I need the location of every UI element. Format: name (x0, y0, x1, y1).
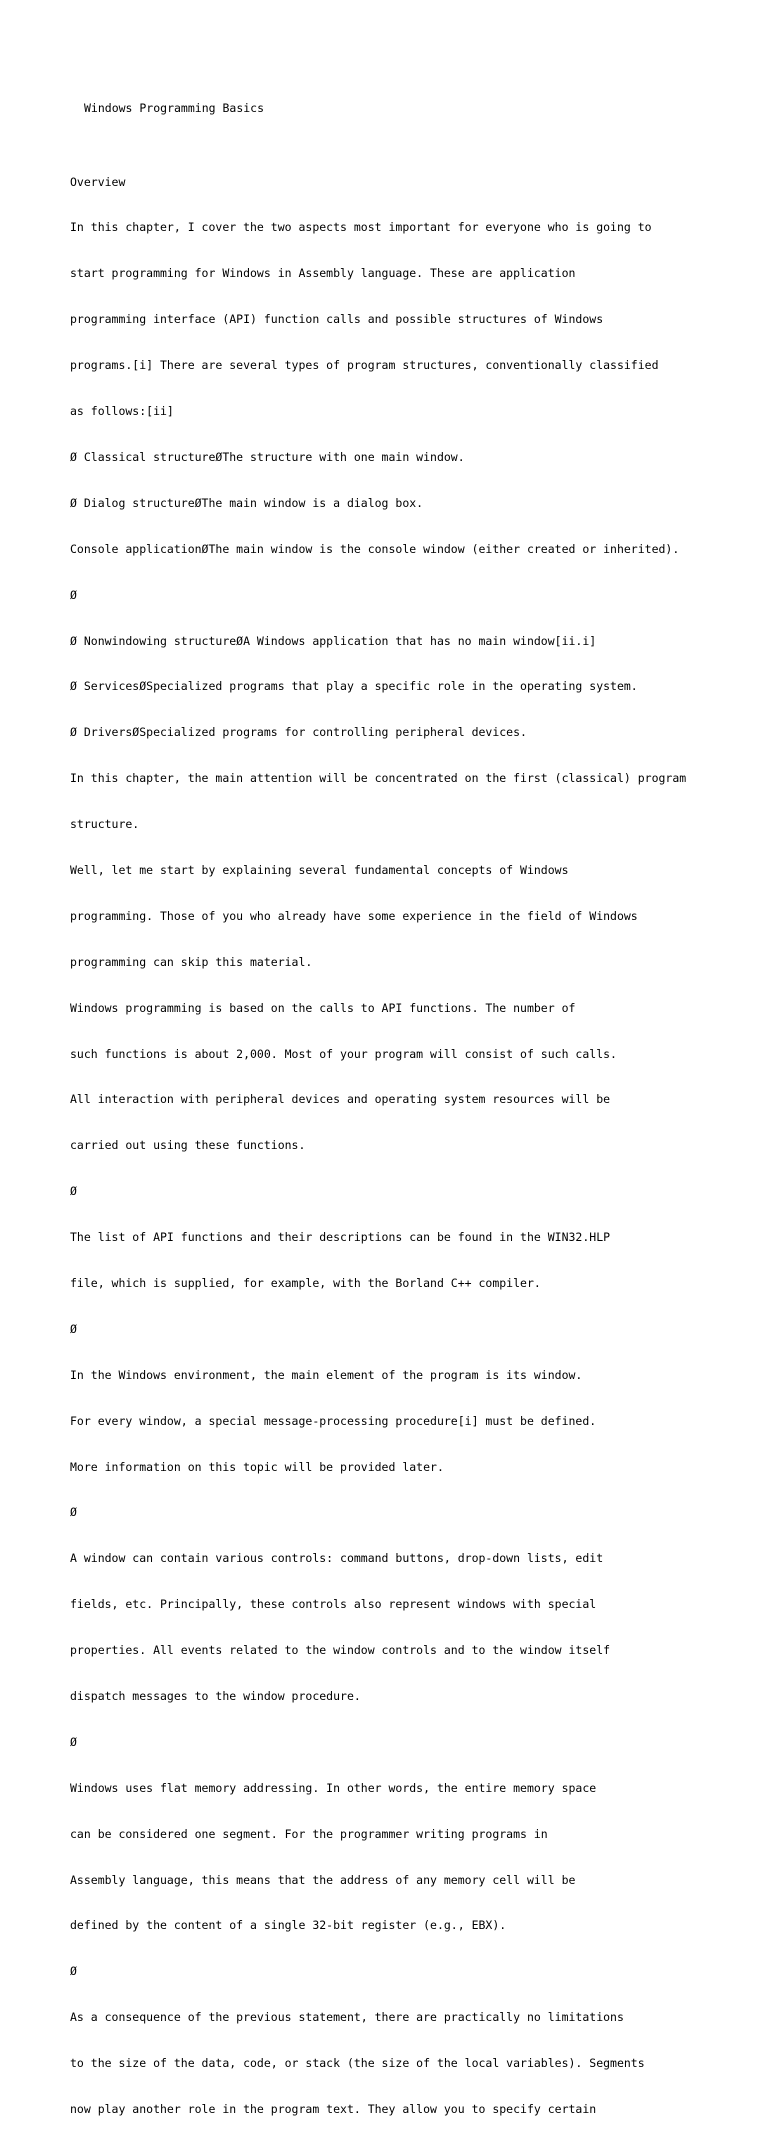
body-line: Ø (70, 1505, 77, 1520)
body-line: In the Windows environment, the main element of the program is its window. (70, 1367, 583, 1382)
body-line: fields, etc. Principally, these controls also represent windows with special (70, 1597, 597, 1612)
body-line: Ø DriversØSpecialized programs for controlling peripheral devices. (70, 725, 527, 740)
body-line: A window can contain various controls: command buttons, drop-down lists, edit (70, 1551, 604, 1566)
body-line: Assembly language, this means that the address of any memory cell will be (70, 1872, 576, 1887)
body-line: As a consequence of the previous statement, there are practically no limitations (70, 2010, 624, 2025)
body-line: Windows programming is based on the calls to API functions. The number of (70, 1000, 576, 1015)
body-line: start programming for Windows in Assembly language. These are application (70, 266, 576, 281)
body-line: now play another role in the program text. They allow you to specify certain (70, 2102, 597, 2116)
body-line: In this chapter, I cover the two aspects most important for everyone who is going to (70, 220, 652, 235)
body-line: as follows:[ii] (70, 404, 174, 419)
body-line: defined by the content of a single 32-bit register (e.g., EBX). (70, 1918, 507, 1933)
body-line: structure. (70, 817, 140, 832)
body-line: carried out using these functions. (70, 1138, 306, 1153)
body-line: In this chapter, the main attention will be concentrated on the first (classical) program (70, 771, 687, 786)
body-line: Ø Dialog structureØThe main window is a dialog box. (70, 495, 424, 510)
body-line: For every window, a special message-processing procedure[i] must be defined. (70, 1413, 597, 1428)
body-line: file, which is supplied, for example, with the Borland C++ compiler. (70, 1275, 541, 1290)
body-line: can be considered one segment. For the programmer writing programs in (70, 1826, 548, 1841)
body-line: Ø Nonwindowing structureØA Windows application that has no main window[ii.i] (70, 633, 597, 648)
body-line: Ø (70, 1321, 77, 1336)
body-line: programming interface (API) function calls and possible structures of Windows (70, 312, 604, 327)
body-line: Ø (70, 1964, 77, 1979)
body-line: programming can skip this material. (70, 954, 313, 969)
body-line: properties. All events related to the window controls and to the window itself (70, 1643, 611, 1658)
body-line: programming. Those of you who already have some experience in the field of Windows (70, 908, 638, 923)
body-line: Well, let me start by explaining several fundamental concepts of Windows (70, 862, 569, 877)
body-line: to the size of the data, code, or stack (the size of the local variables). Segments (70, 2056, 645, 2071)
body-line: The list of API functions and their descriptions can be found in the WIN32.HLP (70, 1230, 611, 1245)
body-line: Ø ServicesØSpecialized programs that play a specific role in the operating system. (70, 679, 638, 694)
body-line: such functions is about 2,000. Most of your program will consist of such calls. (70, 1046, 617, 1061)
page-title: Windows Programming Basics (84, 101, 265, 115)
body-line: programs.[i] There are several types of program structures, conventionally classified (70, 358, 659, 373)
body-line: More information on this topic will be provided later. (70, 1459, 444, 1474)
body-line: Ø Classical structureØThe structure with one main window. (70, 449, 465, 464)
body-line: All interaction with peripheral devices and operating system resources will be (70, 1092, 611, 1107)
document-body (70, 144, 730, 2148)
body-line: Ø (70, 1184, 77, 1199)
body-line: Overview (70, 174, 126, 189)
body-line: Ø (70, 1734, 77, 1749)
body-line: dispatch messages to the window procedure. (70, 1688, 361, 1703)
body-line: Ø (70, 587, 77, 602)
body-line: Console applicationØThe main window is the console window (either created or inherited). (70, 541, 680, 556)
body-line: Windows uses flat memory addressing. In other words, the entire memory space (70, 1780, 597, 1795)
